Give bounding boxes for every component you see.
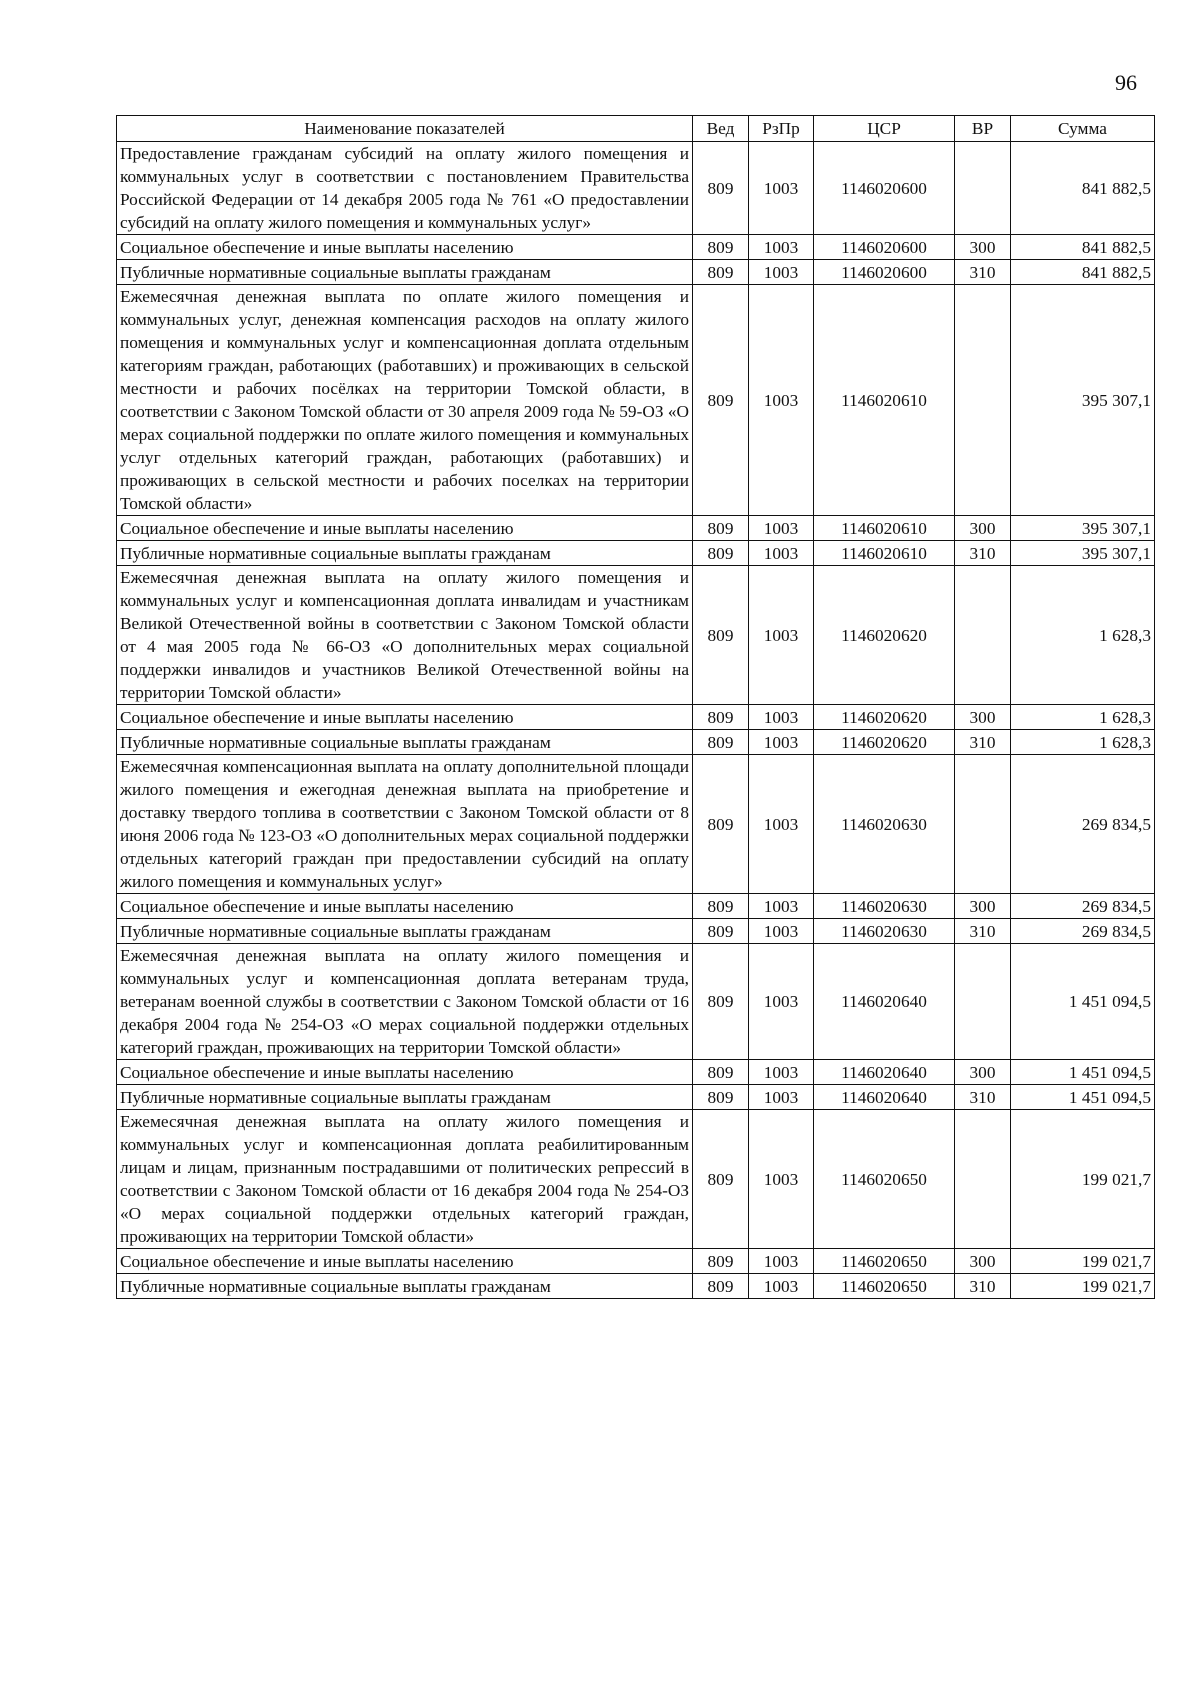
cell-rzpr: 1003 — [749, 919, 814, 944]
cell-csr: 1146020600 — [814, 235, 955, 260]
cell-csr: 1146020620 — [814, 566, 955, 705]
cell-sum: 1 628,3 — [1011, 566, 1155, 705]
cell-ved: 809 — [693, 919, 749, 944]
cell-vr — [955, 944, 1011, 1060]
header-sum: Сумма — [1011, 116, 1155, 142]
cell-vr: 300 — [955, 235, 1011, 260]
cell-rzpr: 1003 — [749, 730, 814, 755]
header-rzpr: РзПр — [749, 116, 814, 142]
cell-name: Публичные нормативные социальные выплаты гражданам — [117, 919, 693, 944]
table-row — [117, 541, 1155, 566]
cell-ved: 809 — [693, 260, 749, 285]
table-row — [117, 1249, 1155, 1274]
table-row — [117, 705, 1155, 730]
page-number: 96 — [1115, 70, 1137, 95]
cell-sum: 199 021,7 — [1011, 1249, 1155, 1274]
cell-sum: 1 451 094,5 — [1011, 1085, 1155, 1110]
cell-csr: 1146020640 — [814, 944, 955, 1060]
cell-ved: 809 — [693, 566, 749, 705]
cell-sum: 1 451 094,5 — [1011, 944, 1155, 1060]
cell-rzpr: 1003 — [749, 755, 814, 894]
cell-sum: 841 882,5 — [1011, 260, 1155, 285]
cell-rzpr: 1003 — [749, 705, 814, 730]
cell-vr: 300 — [955, 1060, 1011, 1085]
cell-name: Социальное обеспечение и иные выплаты населению — [117, 705, 693, 730]
table-row — [117, 566, 1155, 705]
cell-name: Предоставление гражданам субсидий на оплату жилого помещения и коммунальных услуг в соответствии с постановлением Правительства Российской Федерации от 14 декабря 2005 года № 761 «О предоставлении субсидий на оплату жилого помещения и коммунальных услуг» — [117, 142, 693, 235]
cell-name: Социальное обеспечение и иные выплаты населению — [117, 1060, 693, 1085]
cell-sum: 1 628,3 — [1011, 705, 1155, 730]
cell-sum: 395 307,1 — [1011, 541, 1155, 566]
cell-vr: 310 — [955, 919, 1011, 944]
cell-ved: 809 — [693, 1085, 749, 1110]
cell-name: Ежемесячная денежная выплата на оплату жилого помещения и коммунальных услуг и компенсационная доплата инвалидам и участникам Великой Отечественной войны в соответствии с Законом Томской области от 4 мая 2005 года № 66-ОЗ «О дополнительных мерах социальной поддержки инвалидов и участников Великой Отечественной войны на территории Томской области» — [117, 566, 693, 705]
cell-rzpr: 1003 — [749, 894, 814, 919]
cell-rzpr: 1003 — [749, 944, 814, 1060]
cell-rzpr: 1003 — [749, 1274, 814, 1299]
table-row — [117, 730, 1155, 755]
cell-csr: 1146020630 — [814, 919, 955, 944]
table-row — [117, 142, 1155, 235]
cell-ved: 809 — [693, 894, 749, 919]
cell-vr: 310 — [955, 1085, 1011, 1110]
cell-vr: 310 — [955, 541, 1011, 566]
cell-vr: 310 — [955, 1274, 1011, 1299]
cell-rzpr: 1003 — [749, 1249, 814, 1274]
cell-ved: 809 — [693, 235, 749, 260]
cell-rzpr: 1003 — [749, 260, 814, 285]
cell-ved: 809 — [693, 516, 749, 541]
cell-ved: 809 — [693, 142, 749, 235]
cell-name: Социальное обеспечение и иные выплаты населению — [117, 894, 693, 919]
table-row — [117, 944, 1155, 1060]
cell-csr: 1146020630 — [814, 755, 955, 894]
cell-name: Публичные нормативные социальные выплаты гражданам — [117, 1085, 693, 1110]
table-row — [117, 894, 1155, 919]
table-row — [117, 1085, 1155, 1110]
cell-vr: 300 — [955, 1249, 1011, 1274]
cell-ved: 809 — [693, 541, 749, 566]
cell-rzpr: 1003 — [749, 1110, 814, 1249]
cell-ved: 809 — [693, 1110, 749, 1249]
cell-ved: 809 — [693, 705, 749, 730]
cell-ved: 809 — [693, 285, 749, 516]
cell-ved: 809 — [693, 944, 749, 1060]
cell-csr: 1146020610 — [814, 541, 955, 566]
cell-csr: 1146020630 — [814, 894, 955, 919]
cell-sum: 841 882,5 — [1011, 142, 1155, 235]
header-csr: ЦСР — [814, 116, 955, 142]
cell-name: Ежемесячная денежная выплата на оплату жилого помещения и коммунальных услуг и компенсационная доплата реабилитированным лицам и лицам, признанным пострадавшими от политических репрессий в соответствии с Законом Томской области от 16 декабря 2004 года № 254-ОЗ «О мерах социальной поддержки отдельных категорий граждан, проживающих на территории Томской области» — [117, 1110, 693, 1249]
cell-vr: 300 — [955, 705, 1011, 730]
cell-csr: 1146020600 — [814, 260, 955, 285]
cell-csr: 1146020650 — [814, 1274, 955, 1299]
cell-name: Социальное обеспечение и иные выплаты населению — [117, 235, 693, 260]
table-row — [117, 235, 1155, 260]
cell-name: Публичные нормативные социальные выплаты гражданам — [117, 541, 693, 566]
cell-name: Ежемесячная денежная выплата по оплате жилого помещения и коммунальных услуг, денежная компенсация расходов на оплату жилого помещения и коммунальных услуг и компенсационная доплата отдельным категориям граждан, работающих (работавших) и проживающих в сельской местности и рабочих посёлках на территории Томской области, в соответствии с Законом Томской области от 30 апреля 2009 года № 59-ОЗ «О мерах социальной поддержки по оплате жилого помещения и коммунальных услуг отдельных категорий граждан, работающих (работавших) и проживающих в сельской местности и рабочих поселках на территории Томской области» — [117, 285, 693, 516]
cell-vr: 310 — [955, 260, 1011, 285]
table-row — [117, 755, 1155, 894]
cell-name: Социальное обеспечение и иные выплаты населению — [117, 1249, 693, 1274]
cell-csr: 1146020650 — [814, 1110, 955, 1249]
cell-csr: 1146020600 — [814, 142, 955, 235]
cell-vr — [955, 1110, 1011, 1249]
cell-name: Публичные нормативные социальные выплаты гражданам — [117, 260, 693, 285]
cell-ved: 809 — [693, 1060, 749, 1085]
cell-csr: 1146020620 — [814, 705, 955, 730]
cell-csr: 1146020640 — [814, 1085, 955, 1110]
cell-name: Ежемесячная компенсационная выплата на оплату дополнительной площади жилого помещения и ежегодная денежная выплата на приобретение и доставку твердого топлива в соответствии с Законом Томской области от 8 июня 2006 года № 123-ОЗ «О дополнительных мерах социальной поддержки отдельных категорий граждан при предоставлении субсидий на оплату жилого помещения и коммунальных услуг» — [117, 755, 693, 894]
cell-vr: 300 — [955, 516, 1011, 541]
cell-rzpr: 1003 — [749, 142, 814, 235]
cell-rzpr: 1003 — [749, 235, 814, 260]
cell-vr — [955, 755, 1011, 894]
cell-csr: 1146020650 — [814, 1249, 955, 1274]
cell-name: Ежемесячная денежная выплата на оплату жилого помещения и коммунальных услуг и компенсационная доплата ветеранам труда, ветеранам военной службы в соответствии с Законом Томской области от 16 декабря 2004 года № 254-ОЗ «О мерах социальной поддержки отдельных категорий граждан, проживающих на территории Томской области» — [117, 944, 693, 1060]
cell-sum: 1 451 094,5 — [1011, 1060, 1155, 1085]
cell-ved: 809 — [693, 1274, 749, 1299]
header-vr: ВР — [955, 116, 1011, 142]
cell-sum: 199 021,7 — [1011, 1110, 1155, 1249]
table-row — [117, 1110, 1155, 1249]
cell-sum: 395 307,1 — [1011, 516, 1155, 541]
cell-ved: 809 — [693, 1249, 749, 1274]
cell-sum: 269 834,5 — [1011, 894, 1155, 919]
cell-rzpr: 1003 — [749, 566, 814, 705]
cell-vr — [955, 285, 1011, 516]
table-header-row — [117, 116, 1155, 142]
cell-name: Публичные нормативные социальные выплаты гражданам — [117, 730, 693, 755]
cell-vr — [955, 142, 1011, 235]
table-row — [117, 1274, 1155, 1299]
cell-sum: 395 307,1 — [1011, 285, 1155, 516]
cell-rzpr: 1003 — [749, 541, 814, 566]
cell-vr: 300 — [955, 894, 1011, 919]
cell-sum: 1 628,3 — [1011, 730, 1155, 755]
cell-name: Социальное обеспечение и иные выплаты населению — [117, 516, 693, 541]
table-row — [117, 285, 1155, 516]
table-row — [117, 516, 1155, 541]
cell-ved: 809 — [693, 730, 749, 755]
cell-vr: 310 — [955, 730, 1011, 755]
table-row — [117, 260, 1155, 285]
cell-csr: 1146020640 — [814, 1060, 955, 1085]
budget-table — [116, 115, 1155, 1299]
cell-sum: 269 834,5 — [1011, 755, 1155, 894]
cell-rzpr: 1003 — [749, 1085, 814, 1110]
cell-rzpr: 1003 — [749, 1060, 814, 1085]
table-row — [117, 919, 1155, 944]
cell-rzpr: 1003 — [749, 516, 814, 541]
cell-name: Публичные нормативные социальные выплаты гражданам — [117, 1274, 693, 1299]
cell-csr: 1146020610 — [814, 516, 955, 541]
cell-sum: 841 882,5 — [1011, 235, 1155, 260]
header-ved: Вед — [693, 116, 749, 142]
header-name: Наименование показателей — [117, 116, 693, 142]
cell-sum: 269 834,5 — [1011, 919, 1155, 944]
cell-vr — [955, 566, 1011, 705]
cell-rzpr: 1003 — [749, 285, 814, 516]
cell-sum: 199 021,7 — [1011, 1274, 1155, 1299]
cell-csr: 1146020610 — [814, 285, 955, 516]
cell-csr: 1146020620 — [814, 730, 955, 755]
cell-ved: 809 — [693, 755, 749, 894]
table-row — [117, 1060, 1155, 1085]
